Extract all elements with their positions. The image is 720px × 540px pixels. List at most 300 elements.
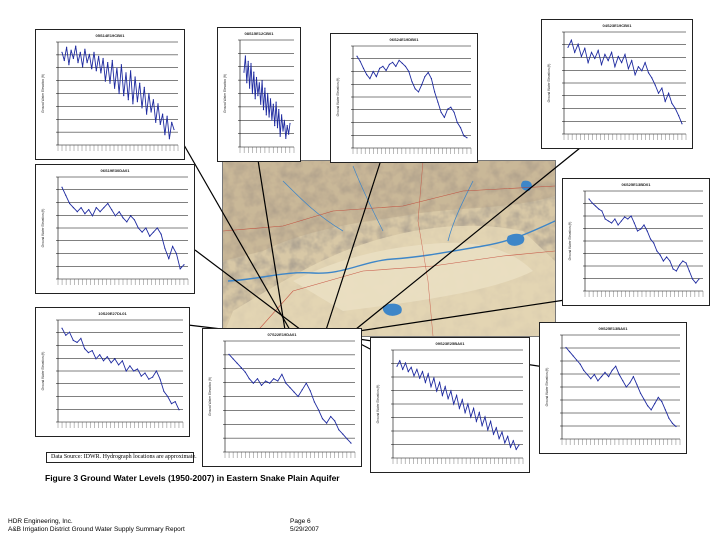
data-point [338,429,339,430]
data-point [88,352,89,353]
data-point [654,403,655,404]
data-point [255,98,256,99]
data-point [445,386,446,387]
data-point [366,74,367,75]
data-point [148,379,149,380]
data-point [141,107,142,108]
data-point [75,46,76,47]
data-point [428,72,429,73]
data-point [578,44,579,45]
data-point [621,62,622,63]
data-point [148,93,149,94]
data-point [144,372,145,373]
data-point [245,55,246,56]
data-point [402,369,403,370]
data-point [634,222,635,223]
data-point [103,58,104,59]
data-point [673,268,674,269]
data-point [257,95,258,96]
data-point [418,91,419,92]
data-point [175,401,176,402]
data-point [80,52,81,53]
data-point [161,234,162,235]
data-point [156,370,157,371]
data-point [419,378,420,379]
data-point [689,270,690,271]
data-point [114,358,115,359]
hydrograph-chart [542,20,692,148]
data-point [442,395,443,396]
data-point [605,218,606,219]
data-point [462,399,463,400]
data-point [681,123,682,124]
data-point [413,375,414,376]
data-point [126,221,127,222]
data-point [273,378,274,379]
footer-report-title: A&B Irrigation District Ground Water Supply Summary Report [8,526,185,533]
data-point [479,412,480,413]
data-point [285,138,286,139]
data-point [249,88,250,89]
data-point [373,71,374,72]
data-point [450,390,451,391]
data-point [363,68,364,69]
data-point [84,348,85,349]
data-point [658,93,659,94]
data-point [395,66,396,67]
data-point [89,54,90,55]
data-point [626,386,627,387]
data-point [588,198,589,199]
data-point [571,40,572,41]
data-point [139,83,140,84]
data-point [656,250,657,251]
data-point [516,449,517,450]
data-point [262,80,263,81]
data-point [77,62,78,63]
data-point [580,364,581,365]
hydrograph-panel [539,322,687,454]
data-point [121,64,122,65]
data-point [250,63,251,64]
data-point [618,224,619,225]
data-point [111,362,112,363]
data-point [249,378,250,379]
data-point [137,368,138,369]
data-point [266,114,267,115]
data-point [653,242,654,243]
data-point [608,60,609,61]
hydrograph-chart [218,28,300,161]
data-point [302,389,303,390]
data-point [470,416,471,417]
data-point [129,365,130,366]
data-point [168,258,169,259]
data-point [61,52,62,53]
y-axis-label: Ground Water Elevation (ft) [568,221,572,261]
data-point [330,416,331,417]
data-point [334,420,335,421]
data-point [504,442,505,443]
data-point [109,83,110,84]
data-point [591,52,592,53]
data-point [237,363,238,364]
data-point [100,211,101,212]
data-point [68,64,69,65]
hydrograph-panel [330,33,478,163]
data-point [84,49,85,50]
data-point [437,102,438,103]
data-point [93,52,94,53]
data-point [465,412,466,413]
data-point [306,383,307,384]
data-point [153,232,154,233]
data-point [647,405,648,406]
data-point [155,122,156,123]
data-point [624,216,625,217]
data-point [379,68,380,69]
data-point [269,383,270,384]
data-point [152,377,153,378]
water-level-series [62,328,179,410]
hydrograph-chart [203,329,361,466]
data-point [350,443,351,444]
hydrograph-chart [540,323,686,453]
data-point [675,426,676,427]
data-point [636,384,637,385]
data-point [598,50,599,51]
data-point [270,98,271,99]
data-point [125,72,126,73]
data-point [463,135,464,136]
data-point [176,253,177,254]
data-point [640,393,641,394]
data-point [326,423,327,424]
data-point [126,370,127,371]
data-point [661,401,662,402]
hydrograph-chart [36,165,194,293]
data-point [310,390,311,391]
data-point [173,129,174,130]
data-point [271,120,272,121]
data-point [146,114,147,115]
data-point [433,378,434,379]
data-point [581,56,582,57]
data-point [122,217,123,218]
data-point [663,260,664,261]
data-point [460,127,461,128]
data-point [631,215,632,216]
data-point [253,72,254,73]
data-point [132,103,133,104]
data-point [172,246,173,247]
data-point [77,211,78,212]
data-point [672,423,673,424]
footer-date: 5/29/2007 [290,526,319,533]
data-point [648,72,649,73]
data-point [77,342,78,343]
data-point [676,270,677,271]
leader-line [352,300,565,332]
data-point [484,416,485,417]
data-point [671,103,672,104]
leader-line [258,160,285,330]
data-point [611,52,612,53]
water-level-series [244,56,290,138]
data-point [178,409,179,410]
data-point [588,62,589,63]
data-point [111,209,112,210]
data-point [81,207,82,208]
data-point [645,62,646,63]
data-point [95,358,96,359]
data-point [160,379,161,380]
data-point [447,109,448,110]
data-point [405,66,406,67]
data-point [151,111,152,112]
data-point [277,380,278,381]
data-point [576,359,577,360]
data-point [594,374,595,375]
hydrograph-chart [36,308,189,436]
data-point [574,52,575,53]
data-point [128,99,129,100]
data-point [278,109,279,110]
data-point [116,67,117,68]
data-point [422,371,423,372]
data-point [641,70,642,71]
data-point [65,195,66,196]
data-point [144,87,145,88]
data-point [133,370,134,371]
data-point [695,282,696,283]
data-point [274,125,275,126]
data-point [280,136,281,137]
data-point [105,81,106,82]
data-point [597,380,598,381]
data-point [573,355,574,356]
data-point [637,230,638,231]
hydrograph-title: 04S23E19CB01 [602,23,632,28]
data-point [183,264,184,265]
data-point [130,215,131,216]
data-point [408,71,409,72]
data-point [289,387,290,388]
data-point [405,362,406,363]
y-axis-label: Ground Water Elevation (ft) [376,384,380,424]
data-point [608,376,609,377]
data-point [82,66,83,67]
data-point [450,107,451,108]
footer-company: HDR Engineering, Inc. [8,518,73,525]
data-point [263,109,264,110]
hydrograph-chart [331,34,477,162]
data-point [92,215,93,216]
data-point [73,207,74,208]
data-point [595,205,596,206]
hydrograph-panel [35,307,190,437]
data-point [167,116,168,117]
hydrograph-title: 07S22E19DA01 [267,332,297,337]
data-point [619,374,620,375]
data-point [171,403,172,404]
data-point [598,208,599,209]
data-point [103,207,104,208]
data-point [149,236,150,237]
data-point [493,434,494,435]
data-point [453,403,454,404]
data-point [411,81,412,82]
data-point [441,112,442,113]
data-source-note: Data Source: IDWR. Hydrograph locations are approximate. [46,452,194,463]
data-point [248,61,249,62]
footer-page: Page 6 [290,518,311,525]
data-point [261,385,262,386]
data-point [651,409,652,410]
data-point [669,260,670,261]
hydrograph-title: 08S15E12CB01 [244,31,274,36]
data-point [243,72,244,73]
data-point [454,112,455,113]
data-point [601,64,602,65]
data-point [137,101,138,102]
data-point [92,350,93,351]
data-point [698,278,699,279]
data-point [611,222,612,223]
data-point [408,371,409,372]
data-point [346,438,347,439]
data-point [145,227,146,228]
data-point [592,202,593,203]
data-point [282,130,283,131]
data-point [444,117,445,118]
data-point [99,354,100,355]
hydrograph-panel [217,27,301,162]
data-point [167,396,168,397]
data-point [257,378,258,379]
y-axis-label: Ground Water Elevation (ft) [41,351,45,391]
data-point [91,68,92,69]
data-point [666,256,667,257]
y-axis-label: Ground Water Elevation (ft) [41,208,45,248]
data-point [115,215,116,216]
data-point [658,397,659,398]
data-point [459,408,460,409]
y-axis-label: Ground Water Elevation (ft) [336,77,340,117]
data-point [614,218,615,219]
data-point [587,374,588,375]
water-level-series [229,354,351,443]
data-point [134,219,135,220]
data-point [298,396,299,397]
data-point [567,47,568,48]
data-point [604,54,605,55]
data-point [164,134,165,135]
hydrograph-title: 09S23E25BA01 [435,341,465,346]
data-point [635,74,636,75]
data-point [416,369,417,370]
data-point [103,360,104,361]
data-point [360,61,361,62]
data-point [164,248,165,249]
data-point [448,398,449,399]
data-point [119,93,120,94]
data-point [682,260,683,261]
data-point [622,380,623,381]
data-point [88,209,89,210]
data-point [277,127,278,128]
data-point [490,421,491,422]
data-point [629,382,630,383]
data-point [342,434,343,435]
data-point [650,238,651,239]
data-point [314,401,315,402]
data-point [668,418,669,419]
data-point [356,56,357,57]
data-point [466,137,467,138]
hydrograph-panel [202,328,362,467]
data-point [643,224,644,225]
y-axis-label: Ground Water Elevation (ft) [223,74,227,113]
data-point [245,372,246,373]
data-point [382,66,383,67]
data-point [87,62,88,63]
data-point [496,427,497,428]
data-point [273,104,274,105]
water-level-series [397,361,519,450]
data-point [153,99,154,100]
hydrograph-panel [541,19,693,149]
data-point [601,210,602,211]
data-point [436,390,437,391]
data-point [439,382,440,383]
data-point [389,64,390,65]
data-point [267,93,268,94]
leader-line [180,138,290,330]
data-point [402,63,403,64]
hydrograph-panel [35,29,185,160]
data-point [233,358,234,359]
data-point [288,134,289,135]
hydrograph-chart [36,30,184,159]
data-point [473,408,474,409]
data-point [604,372,605,373]
data-point [289,123,290,124]
data-point [61,187,62,188]
data-point [434,91,435,92]
data-point [614,66,615,67]
data-point [123,95,124,96]
y-axis-label: Ground Water Elevation (ft) [208,377,212,416]
data-point [114,88,115,89]
data-point [171,122,172,123]
data-point [692,278,693,279]
data-point [665,101,666,102]
data-point [594,58,595,59]
data-point [157,103,158,104]
hydrograph-title: 09S25E13BA01 [598,326,628,331]
data-point [107,62,108,63]
data-point [482,425,483,426]
data-point [260,104,261,105]
data-point [615,366,616,367]
data-point [259,82,260,83]
data-point [80,338,81,339]
footer-left [8,518,185,534]
footer-right [290,518,319,534]
hydrograph-title: 06S19E30DA01 [100,168,130,173]
data-point [98,56,99,57]
